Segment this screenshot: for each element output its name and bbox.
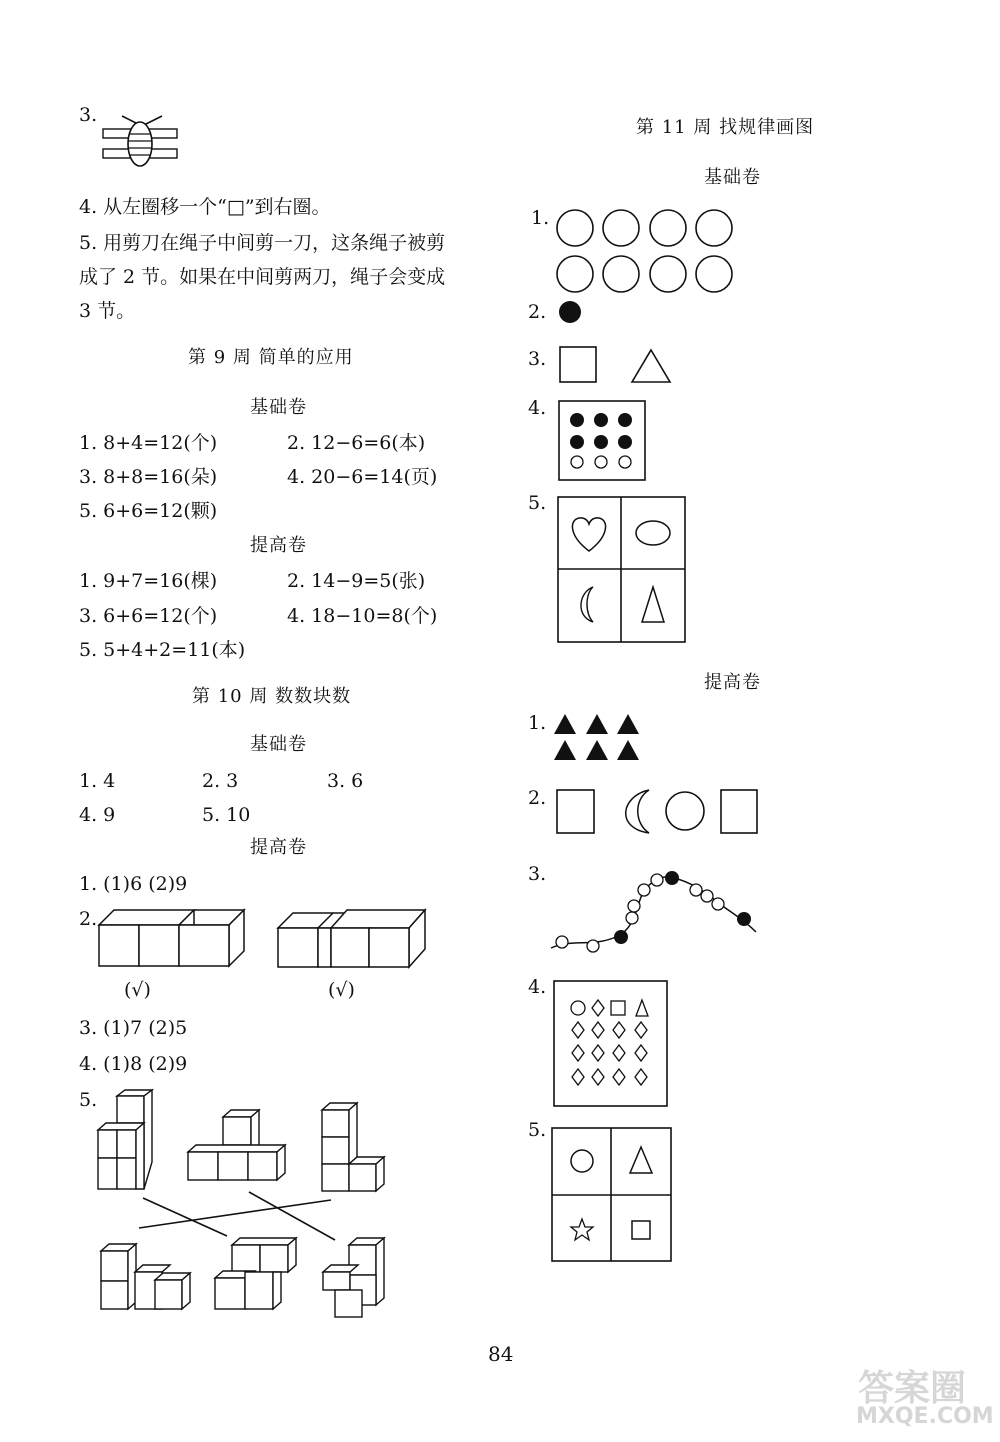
crescent-icon bbox=[581, 587, 593, 622]
week10-basic-4: 4. 9 bbox=[79, 804, 116, 826]
star-icon bbox=[571, 1219, 593, 1240]
week11-basic-title: 基础卷 bbox=[704, 167, 761, 188]
week9-basic-title: 基础卷 bbox=[250, 397, 307, 418]
week9-basic-4: 4. 20−6=14(页) bbox=[287, 466, 438, 488]
shapes-grid-basic bbox=[557, 496, 687, 644]
item-5-line2: 成了 2 节。如果在中间剪两刀，绳子会变成 bbox=[79, 266, 446, 288]
week10-adv-4: 4. (1)8 (2)9 bbox=[79, 1053, 188, 1075]
heart-icon bbox=[572, 518, 605, 551]
block-stacks-matching bbox=[95, 1090, 395, 1320]
beaded-string bbox=[548, 868, 760, 952]
check-mark-a: (√) bbox=[124, 979, 151, 1001]
week10-basic-title: 基础卷 bbox=[250, 734, 307, 755]
week10-title: 第 10 周 数数块数 bbox=[192, 686, 352, 707]
week9-title: 第 9 周 简单的应用 bbox=[188, 347, 354, 368]
w11-basic-5-label: 5. bbox=[528, 492, 547, 514]
insect-figure bbox=[102, 112, 180, 172]
shapes-pattern-box bbox=[553, 980, 669, 1108]
week10-basic-5: 5. 10 bbox=[202, 804, 251, 826]
shape-sequence bbox=[555, 786, 761, 836]
circles-grid bbox=[556, 208, 734, 294]
week10-adv-3: 3. (1)7 (2)5 bbox=[79, 1017, 188, 1039]
shapes-grid-adv bbox=[551, 1127, 673, 1263]
w11-basic-3-label: 3. bbox=[528, 348, 547, 370]
dots-box bbox=[558, 400, 648, 482]
week10-basic-1: 1. 4 bbox=[79, 770, 116, 792]
w11-adv-1-label: 1. bbox=[528, 712, 547, 734]
filled-circle bbox=[558, 300, 584, 326]
week9-basic-2: 2. 12−6=6(本) bbox=[287, 432, 426, 454]
cube-row-b bbox=[277, 909, 427, 967]
week9-adv-4: 4. 18−10=8(个) bbox=[287, 605, 438, 627]
week10-adv-5-label: 5. bbox=[79, 1089, 98, 1111]
cube-row-a bbox=[98, 909, 246, 967]
watermark-url: MXQE.COM bbox=[856, 1404, 994, 1429]
week11-title: 第 11 周 找规律画图 bbox=[636, 117, 815, 138]
week9-adv-title: 提高卷 bbox=[250, 535, 307, 556]
w11-adv-4-label: 4. bbox=[528, 976, 547, 998]
page-number: 84 bbox=[488, 1342, 514, 1366]
item-4: 4. 从左圈移一个“□”到右圈。 bbox=[79, 196, 331, 218]
week10-basic-2: 2. 3 bbox=[202, 770, 239, 792]
item-5-line1: 5. 用剪刀在绳子中间剪一刀，这条绳子被剪 bbox=[79, 232, 446, 254]
square-and-triangle bbox=[558, 345, 672, 385]
w11-adv-3-label: 3. bbox=[528, 863, 547, 885]
w11-adv-5-label: 5. bbox=[528, 1119, 547, 1141]
week9-adv-5: 5. 5+4+2=11(本) bbox=[79, 639, 246, 661]
week10-basic-3: 3. 6 bbox=[327, 770, 364, 792]
week9-basic-1: 1. 8+4=12(个) bbox=[79, 432, 218, 454]
watermark-logo: 答案圈 bbox=[858, 1368, 967, 1409]
week9-basic-5: 5. 6+6=12(颗) bbox=[79, 500, 218, 522]
week9-basic-3: 3. 8+8=16(朵) bbox=[79, 466, 218, 488]
item-5-line3: 3 节。 bbox=[79, 300, 136, 322]
week9-adv-2: 2. 14−9=5(张) bbox=[287, 570, 426, 592]
w11-basic-4-label: 4. bbox=[528, 397, 547, 419]
triangle-icon bbox=[630, 1147, 652, 1173]
triangle-icon bbox=[642, 587, 664, 622]
w11-basic-2-label: 2. bbox=[528, 301, 547, 323]
week9-adv-3: 3. 6+6=12(个) bbox=[79, 605, 218, 627]
oval-icon bbox=[636, 521, 670, 545]
filled-triangles bbox=[553, 712, 643, 764]
week11-adv-title: 提高卷 bbox=[704, 672, 761, 693]
w11-adv-2-label: 2. bbox=[528, 787, 547, 809]
week10-adv-2-label: 2. bbox=[79, 908, 98, 930]
week10-adv-1: 1. (1)6 (2)9 bbox=[79, 873, 188, 895]
square-icon bbox=[632, 1221, 650, 1239]
week10-adv-title: 提高卷 bbox=[250, 837, 307, 858]
week9-adv-1: 1. 9+7=16(棵) bbox=[79, 570, 218, 592]
w11-basic-1-label: 1. bbox=[531, 207, 550, 229]
check-mark-b: (√) bbox=[328, 979, 355, 1001]
circle-icon bbox=[571, 1150, 593, 1172]
item-3-label: 3. bbox=[79, 104, 98, 126]
